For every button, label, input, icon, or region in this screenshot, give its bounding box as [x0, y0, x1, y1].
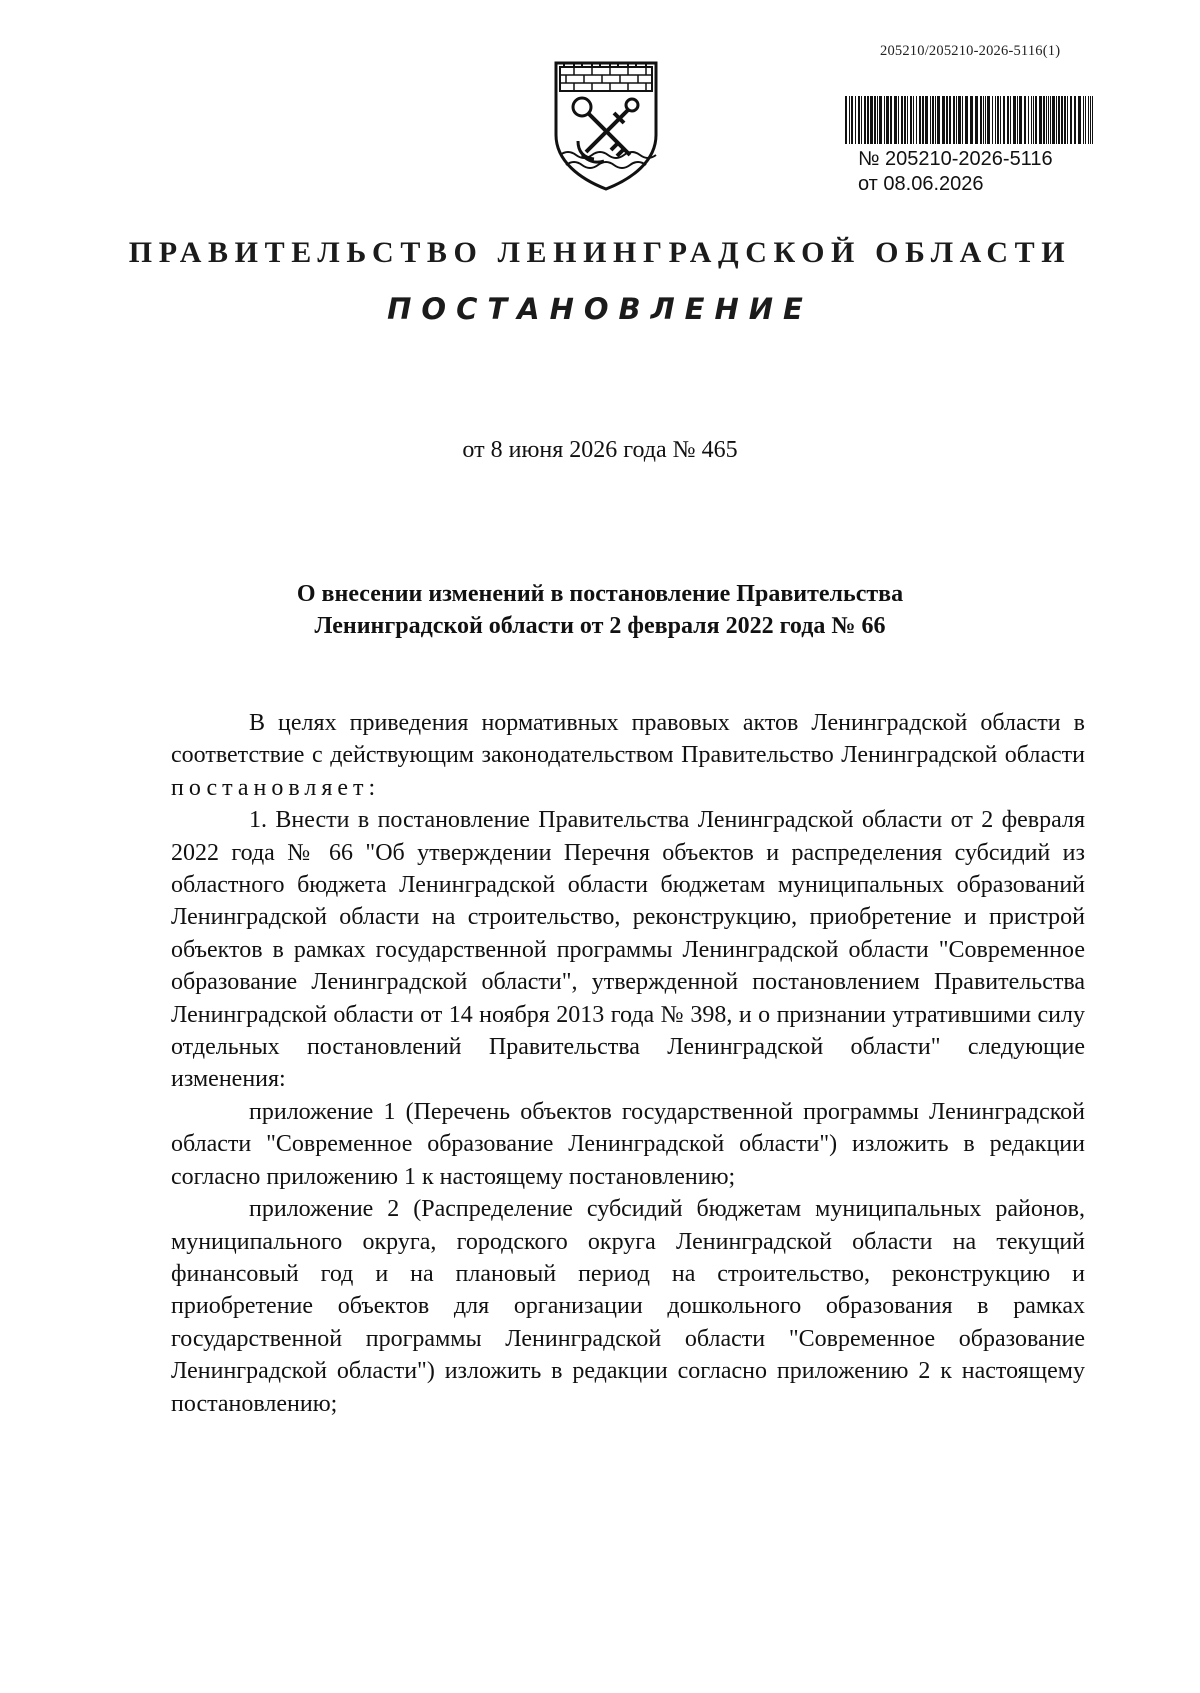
barcode-bar: [877, 96, 878, 144]
barcode-bar: [1090, 96, 1091, 144]
barcode-bar: [855, 96, 856, 144]
barcode-bar: [1048, 96, 1049, 144]
barcode-bar: [867, 96, 869, 144]
barcode-bar: [1067, 96, 1068, 144]
preamble-resolves: постановляет:: [171, 774, 381, 801]
barcode-bar: [1019, 96, 1022, 144]
subject-line-2: Ленинградской области от 2 февраля 2022 года № 66: [314, 613, 886, 639]
appendix-1-paragraph: приложение 1 (Перечень объектов государственной программы Ленинградской области "Современное образование Ленинградской области") изложить в редакции согласно приложению 1 к настоящему постановлению;: [171, 1098, 1085, 1190]
barcode-bar: [1000, 96, 1001, 144]
barcode-icon: [843, 96, 1099, 144]
item-1-paragraph: 1. Внести в постановление Правительства Ленинградской области от 2 февраля 2022 года № 66 "Об утверждении Перечня объектов и распределения субсидий из областного бюджета Ленинградской области бюджетам муниципальных образований Ленинградской области на строительство, реконструкцию, приобретение и пристрой объектов в рамках государственной программы Ленинградской области "Современное образование Ленинградской области", утвержденной постановлением Правительства Ленинградской области от 14 ноября 2013 года № 398, и о признании утратившими силу отдельных постановлений Правительства Ленинградской области" следующие изменения:: [171, 807, 1085, 1093]
barcode-bar: [1083, 96, 1084, 144]
barcode-bar: [1070, 96, 1072, 144]
barcode-bar: [858, 96, 860, 144]
preamble-text: В целях приведения нормативных правовых актов Ленинградской области в соответствие с действующим законодательством Правительство Ленинградской области: [171, 710, 1085, 769]
barcode-bar: [874, 96, 876, 144]
appendix-2-paragraph: приложение 2 (Распределение субсидий бюджетам муниципальных районов, муниципального округа, городского округа Ленинградской области на текущий финансовый год и на плановый период на строительство, реконструкцию и приобретение объектов для организации дошкольного образования в рамках государственной программы Ленинградской области "Современное образование Ленинградской области") изложить в редакции согласно приложению 2 к настоящему постановлению;: [171, 1196, 1085, 1417]
decree-date-number: от 8 июня 2026 года № 465: [462, 437, 738, 463]
barcode-bar: [913, 96, 914, 144]
barcode-bar: [904, 96, 906, 144]
registration-number: № 205210-2026-5116: [858, 148, 1053, 170]
barcode-bar: [946, 96, 948, 144]
barcode-bar: [849, 96, 850, 144]
barcode-bar: [907, 96, 908, 144]
decree-body: [171, 707, 1085, 1420]
barcode-bar: [980, 96, 982, 144]
barcode-bar: [1010, 96, 1011, 144]
barcode-bar: [864, 96, 866, 144]
barcode-bar: [1007, 96, 1009, 144]
barcode-bar: [975, 96, 978, 144]
barcode-bar: [1052, 96, 1055, 144]
barcode-bar: [937, 96, 940, 144]
decree-subject: [200, 578, 1000, 642]
barcode-bar: [894, 96, 897, 144]
barcode-bar: [970, 96, 973, 144]
barcode-bar: [1017, 96, 1018, 144]
barcode-bar: [1085, 96, 1086, 144]
barcode-bar: [995, 96, 996, 144]
barcode-bar: [1092, 96, 1093, 144]
barcode-bar: [898, 96, 899, 144]
barcode-bar: [1013, 96, 1016, 144]
barcode-bar: [1028, 96, 1029, 144]
barcode-bar: [861, 96, 862, 144]
registration-date: от 08.06.2026: [858, 173, 984, 195]
barcode-bar: [1024, 96, 1026, 144]
barcode-bar: [956, 96, 957, 144]
barcode-bar: [884, 96, 885, 144]
barcode-bar: [1088, 96, 1089, 144]
government-title: ПРАВИТЕЛЬСТВО ЛЕНИНГРАДСКОЙ ОБЛАСТИ: [128, 236, 1072, 269]
barcode-bar: [949, 96, 951, 144]
barcode-bar: [1043, 96, 1045, 144]
barcode-bar: [1050, 96, 1051, 144]
barcode-bar: [992, 96, 993, 144]
barcode-bar: [1056, 96, 1057, 144]
barcode-bar: [987, 96, 990, 144]
document-type-title: ПОСТАНОВЛЕНИЕ: [387, 292, 813, 326]
barcode-bar: [983, 96, 984, 144]
document-id: 205210/205210-2026-5116(1): [880, 43, 1061, 59]
barcode-bar: [851, 96, 853, 144]
barcode-bar: [1074, 96, 1076, 144]
barcode-bar: [935, 96, 936, 144]
barcode-bar: [1031, 96, 1032, 144]
barcode-bar: [962, 96, 963, 144]
barcode-bar: [1033, 96, 1034, 144]
barcode-bar: [997, 96, 999, 144]
barcode-bar: [1061, 96, 1063, 144]
preamble-paragraph: [171, 707, 1085, 804]
barcode-bar: [1078, 96, 1081, 144]
barcode-bar: [901, 96, 903, 144]
barcode-bar: [870, 96, 873, 144]
subject-line-1: О внесении изменений в постановление Правительства: [296, 581, 904, 607]
barcode-bar: [1064, 96, 1066, 144]
barcode-bar: [925, 96, 928, 144]
barcode-bar: [985, 96, 986, 144]
barcode-bar: [922, 96, 924, 144]
barcode-bar: [910, 96, 912, 144]
barcode-bar: [916, 96, 917, 144]
barcode-bar: [1058, 96, 1060, 144]
barcode-bar: [965, 96, 968, 144]
barcode-bar: [919, 96, 921, 144]
barcode-bar: [958, 96, 961, 144]
barcode-bar: [886, 96, 889, 144]
barcode-bar: [1003, 96, 1005, 144]
coat-of-arms-icon: [552, 57, 660, 191]
barcode-bar: [879, 96, 882, 144]
barcode-bar: [932, 96, 934, 144]
barcode-bar: [942, 96, 945, 144]
barcode-bar: [1035, 96, 1037, 144]
barcode-bar: [890, 96, 892, 144]
barcode-bar: [1046, 96, 1047, 144]
barcode-bar: [930, 96, 931, 144]
barcode-bar: [845, 96, 847, 144]
barcode-bar: [953, 96, 955, 144]
barcode-bar: [1039, 96, 1042, 144]
